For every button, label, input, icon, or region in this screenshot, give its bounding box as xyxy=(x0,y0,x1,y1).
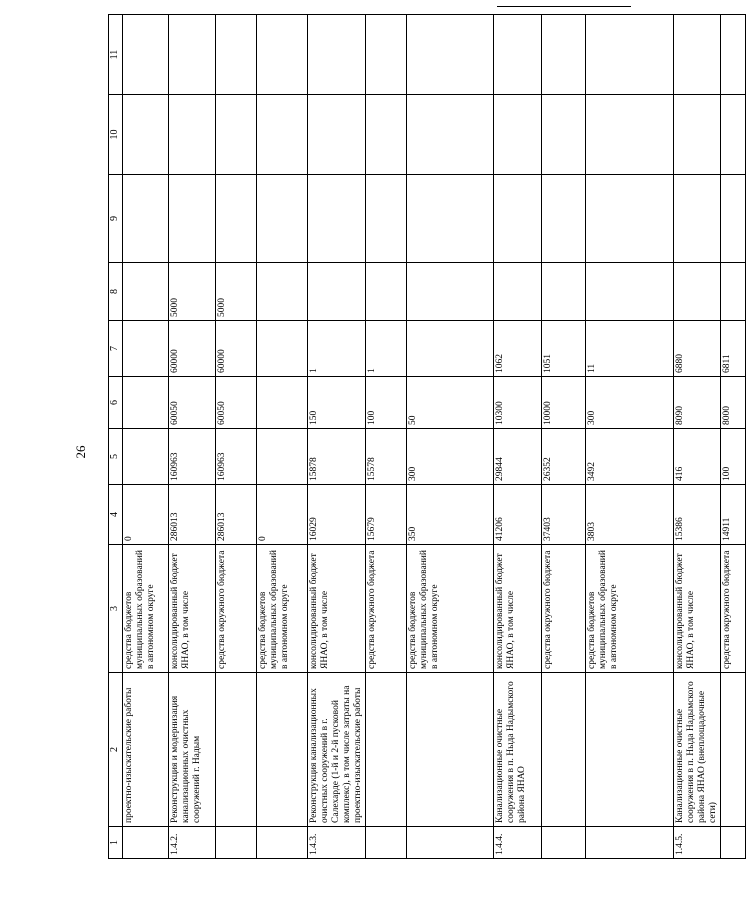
table-body xyxy=(109,15,746,859)
value-cell xyxy=(308,175,366,263)
value-cell: 150 xyxy=(308,377,366,429)
value-cell xyxy=(407,175,494,263)
value-cell xyxy=(123,175,169,263)
table-row xyxy=(257,15,308,859)
row-name-cell: Реконструкция канализационных очистных сооружений в г. Салехарде (1-й и 2-й пусковой комплекс), в том числе затраты на проектно-изыскательские работы xyxy=(308,673,366,827)
value-cell: 60000 xyxy=(169,321,216,377)
header-cell: 10 xyxy=(109,95,123,175)
funding-source-cell: консолидированный бюджет ЯНАО, в том числе xyxy=(494,545,542,673)
row-id-cell xyxy=(366,827,407,859)
value-cell: 1062 xyxy=(494,321,542,377)
value-cell: 6880 xyxy=(674,321,721,377)
row-id-cell: 1.4.2. xyxy=(169,827,216,859)
funding-source-cell: средства окружного бюджета xyxy=(366,545,407,673)
value-cell xyxy=(366,95,407,175)
row-name-cell xyxy=(586,673,674,827)
row-id-cell: 1.4.5. xyxy=(674,827,721,859)
value-cell xyxy=(257,263,308,321)
header-cell: 2 xyxy=(109,673,123,827)
value-cell: 160963 xyxy=(216,429,257,485)
value-cell xyxy=(308,95,366,175)
value-cell: 15679 xyxy=(366,485,407,545)
funding-source-cell: консолидированный бюджет ЯНАО, в том числе xyxy=(674,545,721,673)
funding-source-cell: средства окружного бюджета xyxy=(216,545,257,673)
page-number: 26 xyxy=(73,445,88,459)
value-cell xyxy=(257,377,308,429)
table-row xyxy=(407,15,494,859)
value-cell xyxy=(123,321,169,377)
value-cell: 37403 xyxy=(542,485,586,545)
value-cell xyxy=(366,15,407,95)
header-cell: 9 xyxy=(109,175,123,263)
value-cell xyxy=(494,95,542,175)
value-cell: 300 xyxy=(586,377,674,429)
value-cell xyxy=(586,15,674,95)
value-cell xyxy=(366,175,407,263)
value-cell xyxy=(216,95,257,175)
table-row xyxy=(494,15,542,859)
value-cell xyxy=(542,15,586,95)
value-cell xyxy=(674,95,721,175)
table-row xyxy=(169,15,216,859)
value-cell: 0 xyxy=(123,485,169,545)
value-cell: 60050 xyxy=(169,377,216,429)
row-id-cell xyxy=(542,827,586,859)
value-cell xyxy=(169,15,216,95)
header-cell: 6 xyxy=(109,377,123,429)
funding-source-cell: консолидированный бюджет ЯНАО, в том числе xyxy=(169,545,216,673)
header-cell: 7 xyxy=(109,321,123,377)
value-cell: 160963 xyxy=(169,429,216,485)
value-cell: 16029 xyxy=(308,485,366,545)
table-row xyxy=(216,15,257,859)
row-name-cell: проектно-изыскательские работы xyxy=(123,673,169,827)
row-id-cell xyxy=(257,827,308,859)
value-cell xyxy=(721,95,746,175)
value-cell: 11 xyxy=(586,321,674,377)
value-cell xyxy=(542,263,586,321)
row-name-cell xyxy=(407,673,494,827)
budget-table xyxy=(108,14,746,859)
rotated-table-container xyxy=(108,15,732,859)
value-cell: 100 xyxy=(366,377,407,429)
value-cell xyxy=(542,95,586,175)
funding-source-cell: средства бюджетов муниципальных образований в автономном округе xyxy=(586,545,674,673)
row-name-cell xyxy=(216,673,257,827)
value-cell xyxy=(494,263,542,321)
value-cell: 1051 xyxy=(542,321,586,377)
value-cell xyxy=(123,95,169,175)
value-cell xyxy=(216,175,257,263)
funding-source-cell: средства бюджетов муниципальных образований в автономном округе xyxy=(407,545,494,673)
value-cell xyxy=(494,175,542,263)
value-cell: 5000 xyxy=(216,263,257,321)
funding-source-cell: средства окружного бюджета xyxy=(721,545,746,673)
value-cell: 10000 xyxy=(542,377,586,429)
header-cell: 3 xyxy=(109,545,123,673)
row-id-cell: 1.4.4. xyxy=(494,827,542,859)
value-cell xyxy=(674,15,721,95)
row-name-cell: Канализационные очистные сооружения в п. Ныда Надымского района ЯНАО (внеплощадочные сети) xyxy=(674,673,721,827)
row-id-cell xyxy=(407,827,494,859)
table-row xyxy=(542,15,586,859)
value-cell xyxy=(123,429,169,485)
header-cell: 1 xyxy=(109,827,123,859)
value-cell xyxy=(257,175,308,263)
value-cell xyxy=(257,429,308,485)
value-cell xyxy=(366,263,407,321)
value-cell xyxy=(542,175,586,263)
value-cell xyxy=(407,95,494,175)
table-row xyxy=(721,15,746,859)
value-cell xyxy=(494,15,542,95)
table-row xyxy=(123,15,169,859)
row-id-cell xyxy=(123,827,169,859)
value-cell xyxy=(407,15,494,95)
value-cell: 60050 xyxy=(216,377,257,429)
value-cell xyxy=(257,321,308,377)
funding-source-cell: средства окружного бюджета xyxy=(542,545,586,673)
table-row xyxy=(674,15,721,859)
row-name-cell xyxy=(721,673,746,827)
value-cell: 60000 xyxy=(216,321,257,377)
value-cell xyxy=(123,263,169,321)
value-cell xyxy=(308,15,366,95)
table-row xyxy=(308,15,366,859)
value-cell xyxy=(257,95,308,175)
row-name-cell xyxy=(542,673,586,827)
value-cell: 50 xyxy=(407,377,494,429)
value-cell: 416 xyxy=(674,429,721,485)
value-cell xyxy=(674,263,721,321)
header-row xyxy=(109,15,123,859)
table-row xyxy=(586,15,674,859)
value-cell: 3492 xyxy=(586,429,674,485)
value-cell: 10300 xyxy=(494,377,542,429)
value-cell xyxy=(308,263,366,321)
value-cell: 6811 xyxy=(721,321,746,377)
funding-source-cell: консолидированный бюджет ЯНАО, в том числе xyxy=(308,545,366,673)
value-cell: 350 xyxy=(407,485,494,545)
funding-source-cell: средства бюджетов муниципальных образований в автономном округе xyxy=(123,545,169,673)
value-cell: 15878 xyxy=(308,429,366,485)
value-cell xyxy=(216,15,257,95)
value-cell: 8090 xyxy=(674,377,721,429)
value-cell: 1 xyxy=(366,321,407,377)
funding-source-cell: средства бюджетов муниципальных образований в автономном округе xyxy=(257,545,308,673)
value-cell: 26352 xyxy=(542,429,586,485)
value-cell: 300 xyxy=(407,429,494,485)
value-cell xyxy=(123,15,169,95)
header-cell: 11 xyxy=(109,15,123,95)
value-cell: 100 xyxy=(721,429,746,485)
row-id-cell xyxy=(721,827,746,859)
row-id-cell: 1.4.3. xyxy=(308,827,366,859)
value-cell: 41206 xyxy=(494,485,542,545)
value-cell xyxy=(169,175,216,263)
value-cell xyxy=(169,95,216,175)
value-cell xyxy=(586,175,674,263)
value-cell: 15578 xyxy=(366,429,407,485)
value-cell: 0 xyxy=(257,485,308,545)
value-cell: 286013 xyxy=(169,485,216,545)
header-cell: 8 xyxy=(109,263,123,321)
value-cell xyxy=(586,263,674,321)
value-cell xyxy=(257,15,308,95)
value-cell: 1 xyxy=(308,321,366,377)
value-cell xyxy=(674,175,721,263)
value-cell: 5000 xyxy=(169,263,216,321)
value-cell: 286013 xyxy=(216,485,257,545)
row-id-cell xyxy=(216,827,257,859)
value-cell: 3803 xyxy=(586,485,674,545)
value-cell: 8000 xyxy=(721,377,746,429)
row-name-cell: Реконструкция и модернизация канализационных очистных сооружений г. Надым xyxy=(169,673,216,827)
row-name-cell xyxy=(257,673,308,827)
value-cell xyxy=(586,95,674,175)
value-cell xyxy=(721,15,746,95)
table-row xyxy=(366,15,407,859)
value-cell xyxy=(407,321,494,377)
value-cell xyxy=(123,377,169,429)
header-cell: 4 xyxy=(109,485,123,545)
value-cell: 29844 xyxy=(494,429,542,485)
value-cell xyxy=(721,175,746,263)
corner-line xyxy=(497,6,631,7)
row-id-cell xyxy=(586,827,674,859)
value-cell: 15386 xyxy=(674,485,721,545)
row-name-cell xyxy=(366,673,407,827)
value-cell: 14911 xyxy=(721,485,746,545)
value-cell xyxy=(407,263,494,321)
row-name-cell: Канализационные очистные сооружения в п. Ныда Надымского района ЯНАО xyxy=(494,673,542,827)
header-cell: 5 xyxy=(109,429,123,485)
value-cell xyxy=(721,263,746,321)
